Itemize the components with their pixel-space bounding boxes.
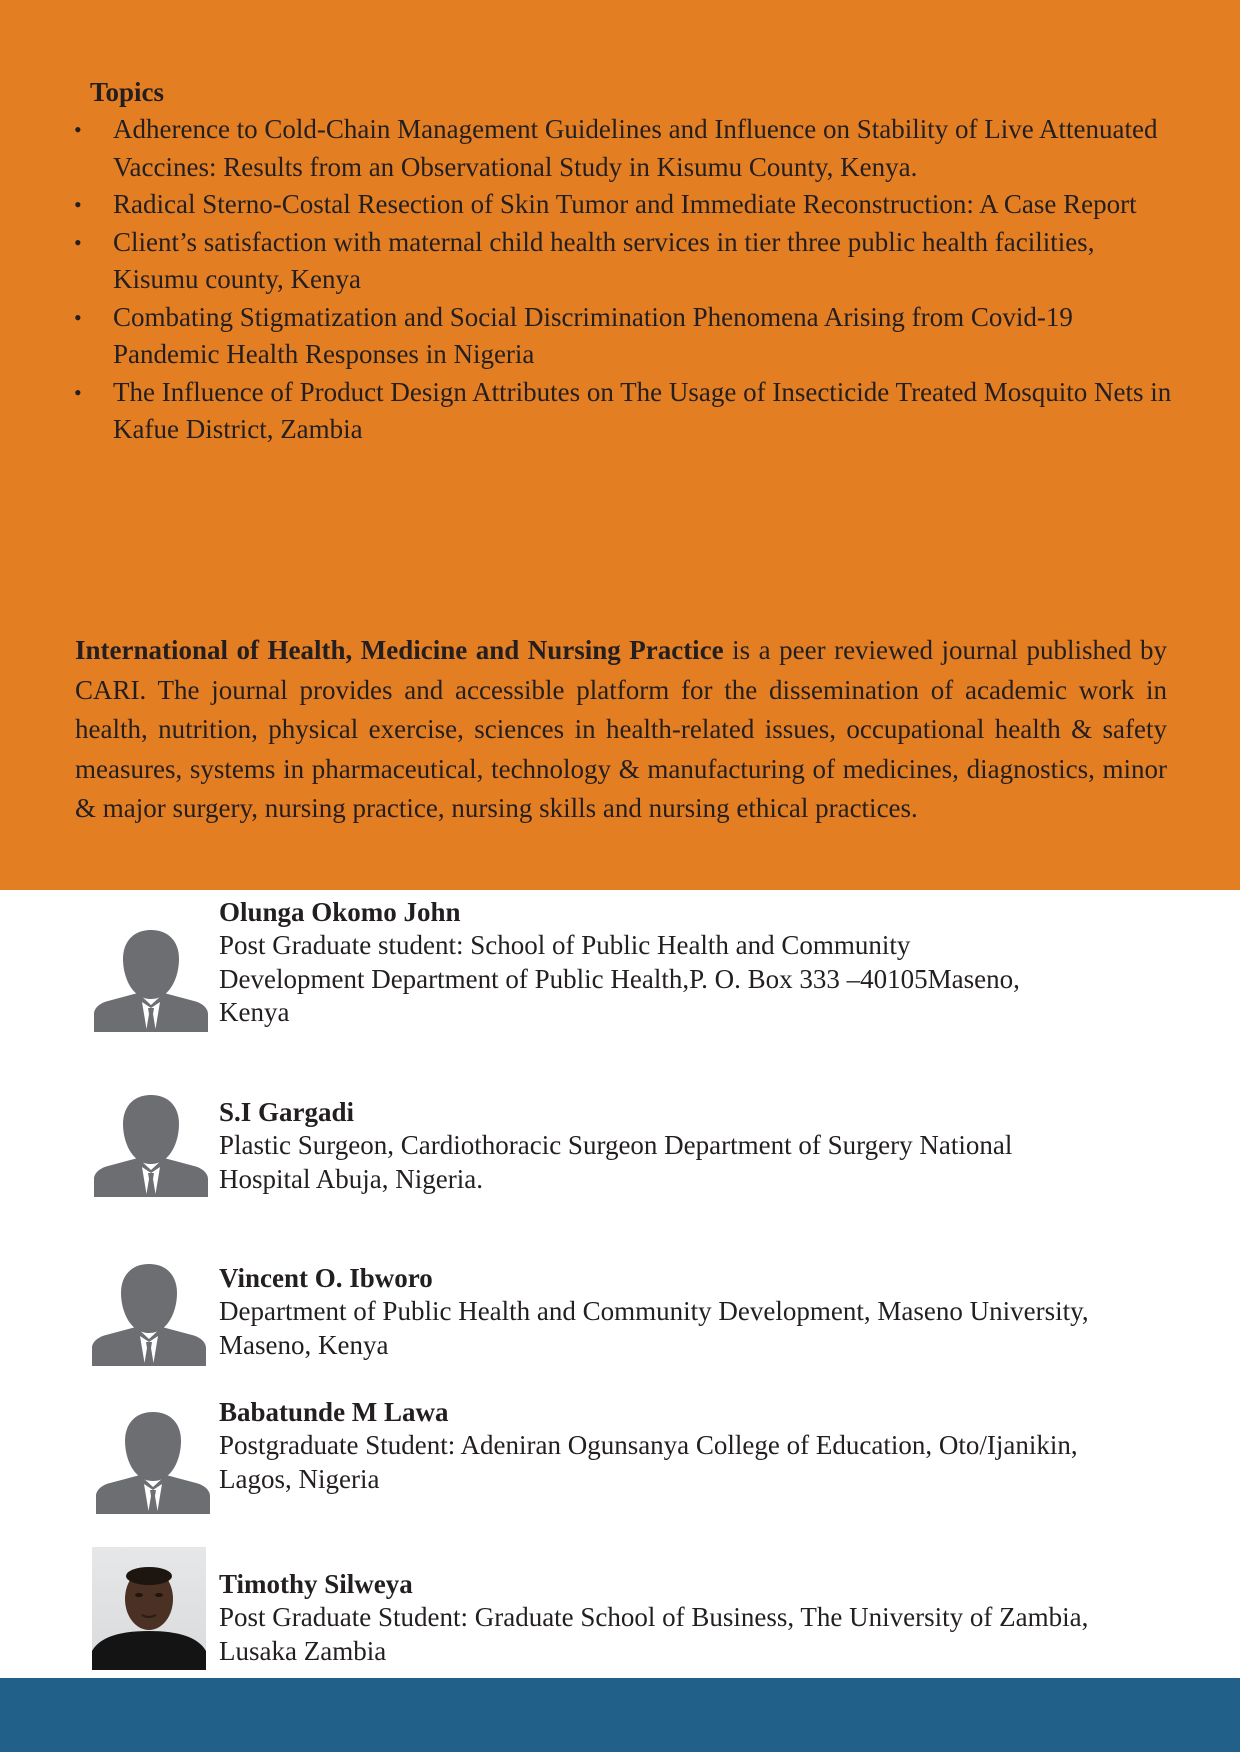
person-silhouette-icon [92,1262,206,1376]
author-name: Babatunde M Lawa [219,1397,449,1427]
bullet-icon: • [74,379,82,405]
author-info [219,1396,1179,1496]
journal-description-text: is a peer reviewed journal published by CARI. The journal provides and accessible platform for the dissemination of academic work in health, nutrition, physical exercise, sciences in health-related issues, occupational health & safety measures, systems in pharmaceutical, technology & manufacturing of medicines, diagnostics, minor & major surgery, nursing practice, nursing skills and nursing ethical practices. [75,635,1167,823]
person-silhouette-icon [96,1410,210,1524]
topic-item [72,374,1172,449]
author-photo [92,1547,206,1670]
topic-text: Radical Sterno-Costal Resection of Skin Tumor and Immediate Reconstruction: A Case Report [113,189,1137,219]
author-affiliation-line: Plastic Surgeon, Cardiothoracic Surgeon Department of Surgery National [219,1130,1013,1160]
topics-heading: Topics [90,77,165,107]
topic-text: Adherence to Cold-Chain Management Guidelines and Influence on Stability of Live Attenuated Vaccines: Results from an Observational Study in Kisumu County, Kenya. [113,114,1158,182]
author-affiliation-line: Post Graduate Student: Graduate School of Business, The University of Zambia, [219,1602,1089,1632]
topic-item [72,299,1172,374]
author-affiliation-line: Post Graduate student: School of Public Health and Community [219,930,911,960]
journal-name: International of Health, Medicine and Nursing Practice [75,635,724,665]
topic-text: Client’s satisfaction with maternal child health services in tier three public health facilities, Kisumu county, Kenya [113,226,1095,294]
author-affiliation-line: Lusaka Zambia [219,1635,387,1666]
author-affiliation-line: Lagos, Nigeria [219,1463,380,1494]
author-info [219,1262,1179,1362]
author-info [219,896,1179,1030]
author-affiliation-line: Hospital Abuja, Nigeria. [219,1163,483,1194]
author-name: Vincent O. Ibworo [219,1263,433,1293]
bullet-icon: • [74,192,82,217]
author-affiliation-line: Kenya [219,997,290,1027]
bullet-icon: • [74,304,82,330]
author-affiliation-line: Department of Public Health and Community Development, Maseno University, [219,1296,1089,1326]
person-silhouette-icon [94,1093,208,1207]
topic-item [72,186,1172,224]
topic-item [72,111,1172,186]
author-affiliation-line: Development Department of Public Health,P. O. Box 333 –40105Maseno, [219,963,1020,994]
topics-list [72,111,1172,449]
author-affiliation-line: Maseno, Kenya [219,1329,389,1360]
author-affiliation-line: Postgraduate Student: Adeniran Ogunsanya College of Education, Oto/Ijanikin, [219,1430,1078,1460]
bullet-icon: • [74,117,82,142]
author-name: Timothy Silweya [219,1569,413,1599]
author-name: Olunga Okomo John [219,897,461,927]
topic-text: Combating Stigmatization and Social Discrimination Phenomena Arising from Covid-19 Pandemic Health Responses in Nigeria [113,301,1073,369]
bullet-icon: • [74,229,82,255]
topic-text: The Influence of Product Design Attributes on The Usage of Insecticide Treated Mosquito Nets in Kafue District, Zambia [113,376,1172,444]
author-info [219,1096,1179,1196]
journal-description [75,631,1167,829]
author-name: S.I Gargadi [219,1097,355,1127]
footer-bar [0,1678,1240,1752]
topic-item [72,224,1172,299]
person-silhouette-icon [94,928,208,1042]
author-info [219,1568,1179,1668]
